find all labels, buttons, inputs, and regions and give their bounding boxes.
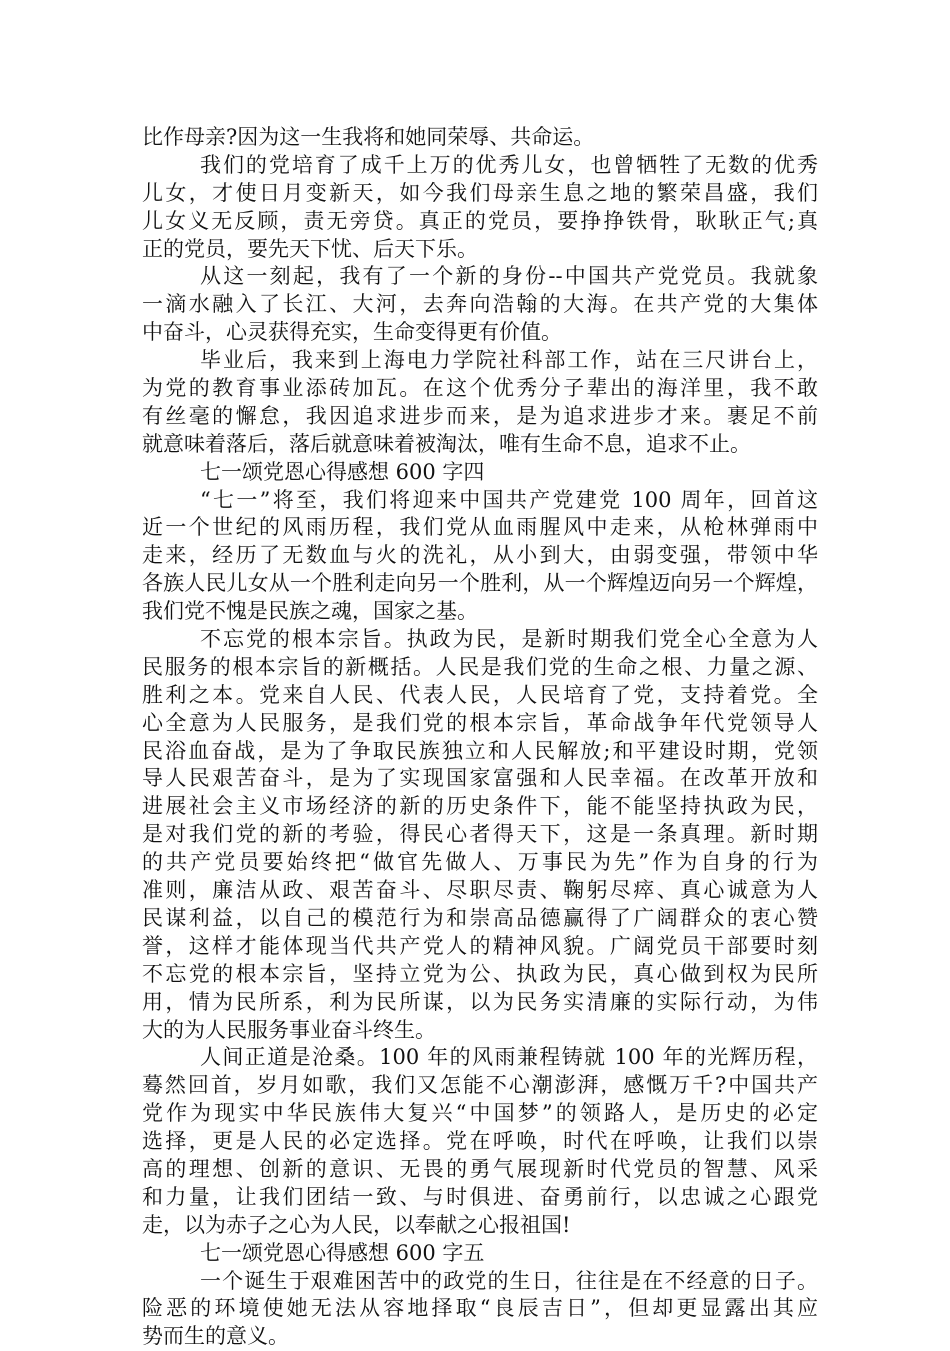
text-line: 近一个世纪的风雨历程，我们党从血雨腥风中走来，从枪林弹雨中 [142, 515, 818, 540]
text-line: 走，以为赤子之心为人民，以奉献之心报祖国! [142, 1212, 571, 1237]
paragraph-first-line: 不忘党的根本宗旨。执政为民，是新时期我们党全心全意为人 [200, 627, 818, 652]
text-line: 我们党不愧是民族之魂，国家之基。 [142, 599, 478, 624]
text-line: 选择，更是人民的必定选择。党在呼唤，时代在呼唤，让我们以崇 [142, 1129, 818, 1154]
paragraph-first-line: “七一”将至，我们将迎来中国共产党建党 100 周年，回首这 [200, 487, 818, 512]
paragraph-first-line: 七一颂党恩心得感想 600 字四 [200, 459, 485, 484]
text-line: 走来，经历了无数血与火的洗礼，从小到大，由弱变强，带领中华 [142, 543, 818, 568]
text-line: 准则，廉洁从政、艰苦奋斗、尽职尽责、鞠躬尽瘁、真心诚意为人 [142, 878, 818, 903]
text-line: 儿女，才使日月变新天，如今我们母亲生息之地的繁荣昌盛，我们 [142, 180, 818, 205]
text-line: 险恶的环境使她无法从容地择取“良辰吉日”，但却更显露出其应 [142, 1296, 818, 1321]
text-line: 高的理想、创新的意识、无畏的勇气展现新时代党员的智慧、风采 [142, 1156, 818, 1181]
text-line: 民谋利益，以自己的模范行为和崇高品德赢得了广阔群众的衷心赞 [142, 905, 818, 930]
text-line: 用，情为民所系，利为民所谋，以为民务实清廉的实际行动，为伟 [142, 989, 818, 1014]
text-line: 蓦然回首，岁月如歌，我们又怎能不心潮澎湃，感慨万千?中国共产 [142, 1073, 818, 1098]
text-line: 誉，这样才能体现当代共产党人的精神风貌。广阔党员干部要时刻 [142, 933, 818, 958]
text-line: 民服务的根本宗旨的新概括。人民是我们党的生命之根、力量之源、 [142, 654, 818, 679]
paragraph-first-line: 我们的党培育了成千上万的优秀儿女，也曾牺牲了无数的优秀 [200, 152, 818, 177]
paragraph-first-line: 毕业后，我来到上海电力学院社科部工作，站在三尺讲台上， [200, 348, 818, 373]
paragraph-first-line: 七一颂党恩心得感想 600 字五 [200, 1240, 485, 1265]
paragraph-first-line: 一个诞生于艰难困苦中的政党的生日，往往是在不经意的日子。 [200, 1268, 818, 1293]
text-line: 胜利之本。党来自人民、代表人民，人民培育了党，支持着党。全 [142, 682, 818, 707]
text-line: 儿女义无反顾，责无旁贷。真正的党员，要挣挣铁骨，耿耿正气;真 [142, 208, 818, 233]
text-line: 进展社会主义市场经济的新的历史条件下，能不能坚持执政为民， [142, 794, 818, 819]
text-line: 有丝毫的懈怠，我因追求进步而来，是为追求进步才来。裹足不前 [142, 403, 818, 428]
text-line: 正的党员，要先天下忧、后天下乐。 [142, 236, 478, 261]
text-line: 党作为现实中华民族伟大复兴“中国梦”的领路人，是历史的必定 [142, 1101, 818, 1126]
paragraph-first-line: 从这一刻起，我有了一个新的身份--中国共产党党员。我就象 [200, 264, 818, 289]
text-line: 就意味着落后，落后就意味着被淘汰，唯有生命不息，追求不止。 [142, 431, 751, 456]
text-line: 势而生的意义。 [142, 1324, 289, 1349]
document-page [142, 124, 818, 1351]
text-line: 为党的教育事业添砖加瓦。在这个优秀分子辈出的海洋里，我不敢 [142, 376, 818, 401]
text-line: 各族人民儿女从一个胜利走向另一个胜利，从一个辉煌迈向另一个辉煌， [142, 571, 818, 596]
text-line: 比作母亲?因为这一生我将和她同荣辱、共命运。 [142, 125, 595, 149]
text-line: 和力量，让我们团结一致、与时俱进、奋勇前行，以忠诚之心跟党 [142, 1184, 818, 1209]
text-line: 一滴水融入了长江、大河，去奔向浩翰的大海。在共产党的大集体 [142, 292, 818, 317]
text-line: 导人民艰苦奋斗，是为了实现国家富强和人民幸福。在改革开放和 [142, 766, 818, 791]
text-line: 中奋斗，心灵获得充实，生命变得更有价值。 [142, 320, 562, 345]
text-line: 的共产党员要始终把“做官先做人、万事民为先”作为自身的行为 [142, 850, 818, 875]
text-line: 大的为人民服务事业奋斗终生。 [142, 1017, 436, 1042]
text-line: 心全意为人民服务，是我们党的根本宗旨，革命战争年代党领导人 [142, 710, 818, 735]
text-line: 是对我们党的新的考验，得民心者得天下，这是一条真理。新时期 [142, 822, 818, 847]
text-line: 民浴血奋战，是为了争取民族独立和人民解放;和平建设时期，党领 [142, 738, 818, 763]
paragraph-first-line: 人间正道是沧桑。100 年的风雨兼程铸就 100 年的光辉历程， [200, 1045, 818, 1070]
text-line: 不忘党的根本宗旨，坚持立党为公、执政为民，真心做到权为民所 [142, 961, 818, 986]
